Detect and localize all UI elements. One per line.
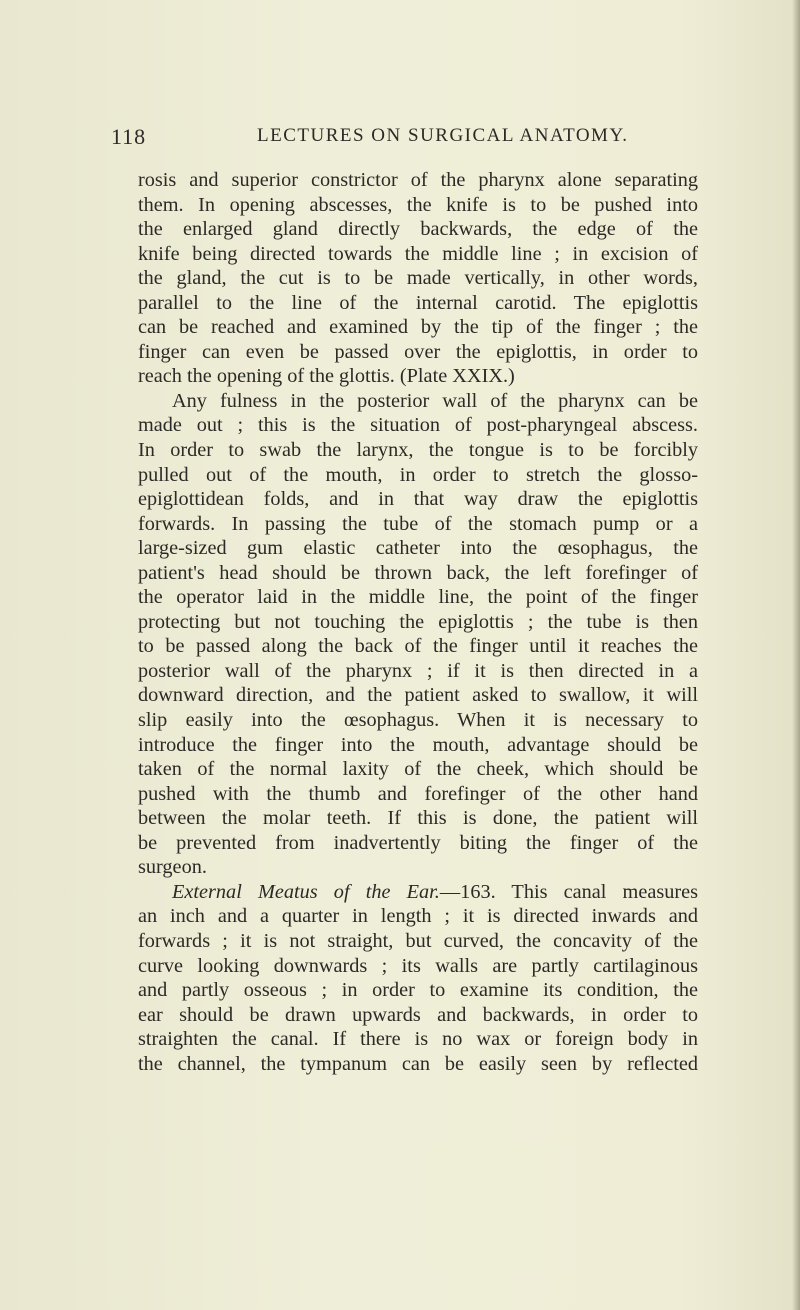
- section-first-line: [138, 880, 698, 905]
- text-line: be prevented from inadvertently biting the finger of the: [138, 831, 698, 854]
- text-line: finger can even be passed over the epiglottis, in order to: [138, 340, 698, 363]
- text-line: to be passed along the back of the finger until it reaches the: [138, 635, 698, 658]
- text-line: protecting but not touching the epiglottis ; the tube is then: [138, 610, 698, 633]
- text-line: and partly osseous ; in order to examine its condition, the: [138, 979, 698, 1002]
- page-number: 118: [111, 124, 147, 149]
- text-line: forwards ; it is not straight, but curved, the concavity of the: [138, 929, 698, 952]
- text-line: pushed with the thumb and forefinger of the other hand: [138, 782, 698, 805]
- running-head: LECTURES ON SURGICAL ANATOMY.: [257, 125, 629, 146]
- text-line: taken of the normal laxity of the cheek, which should be: [138, 758, 698, 781]
- page-edge-shadow: [792, 0, 800, 1310]
- text-line: epiglottidean folds, and in that way draw the epiglottis: [138, 488, 698, 511]
- text-line: the operator laid in the middle line, the point of the finger: [138, 586, 698, 609]
- text-line: parallel to the line of the internal carotid. The epiglottis: [138, 291, 698, 314]
- text-line: forwards. In passing the tube of the stomach pump or a: [138, 512, 698, 535]
- text-line: the gland, the cut is to be made vertically, in other words,: [138, 267, 698, 290]
- text-line: patient's head should be thrown back, the left forefinger of: [138, 561, 698, 584]
- text-line: In order to swab the larynx, the tongue is to be forcibly: [138, 439, 698, 462]
- text-line: curve looking downwards ; its walls are partly cartilaginous: [138, 954, 698, 977]
- text-line: posterior wall of the pharynx ; if it is then directed in a: [138, 659, 698, 682]
- text-line: them. In opening abscesses, the knife is to be pushed into: [138, 193, 698, 216]
- text-line: surgeon.: [138, 856, 207, 879]
- text-line: rosis and superior constrictor of the pharynx alone separating: [138, 169, 698, 191]
- text-line: pulled out of the mouth, in order to stretch the glosso-: [138, 463, 698, 486]
- text-line: large-sized gum elastic catheter into the œsophagus, the: [138, 537, 698, 560]
- text-line: ear should be drawn upwards and backwards, in order to: [138, 1003, 698, 1026]
- text-line: can be reached and examined by the tip of the finger ; the: [138, 316, 698, 339]
- text-line: slip easily into the œsophagus. When it is necessary to: [138, 709, 698, 732]
- text-line: the channel, the tympanum can be easily seen by reflected: [138, 1052, 698, 1075]
- paragraph-start-line: Any fulness in the posterior wall of the pharynx can be: [172, 389, 698, 412]
- text-line: downward direction, and the patient asked to swallow, it will: [138, 684, 698, 707]
- section-first-line-text: —163. This canal measures: [439, 880, 699, 903]
- text-line: straighten the canal. If there is no wax or foreign body in: [138, 1028, 698, 1051]
- text-line: between the molar teeth. If this is done, the patient will: [138, 807, 698, 830]
- page-header: [111, 124, 711, 154]
- text-line: an inch and a quarter in length ; it is directed inwards and: [138, 905, 698, 928]
- text-line: knife being directed towards the middle line ; in excision of: [138, 242, 698, 265]
- section-heading: External Meatus of the Ear.: [172, 880, 440, 903]
- body-text: [138, 168, 698, 1076]
- text-line: the enlarged gland directly backwards, the edge of the: [138, 218, 698, 241]
- text-line: introduce the finger into the mouth, advantage should be: [138, 733, 698, 756]
- text-line: reach the opening of the glottis. (Plate XXIX.): [138, 365, 515, 388]
- text-line: made out ; this is the situation of post-pharyngeal abscess.: [138, 414, 698, 437]
